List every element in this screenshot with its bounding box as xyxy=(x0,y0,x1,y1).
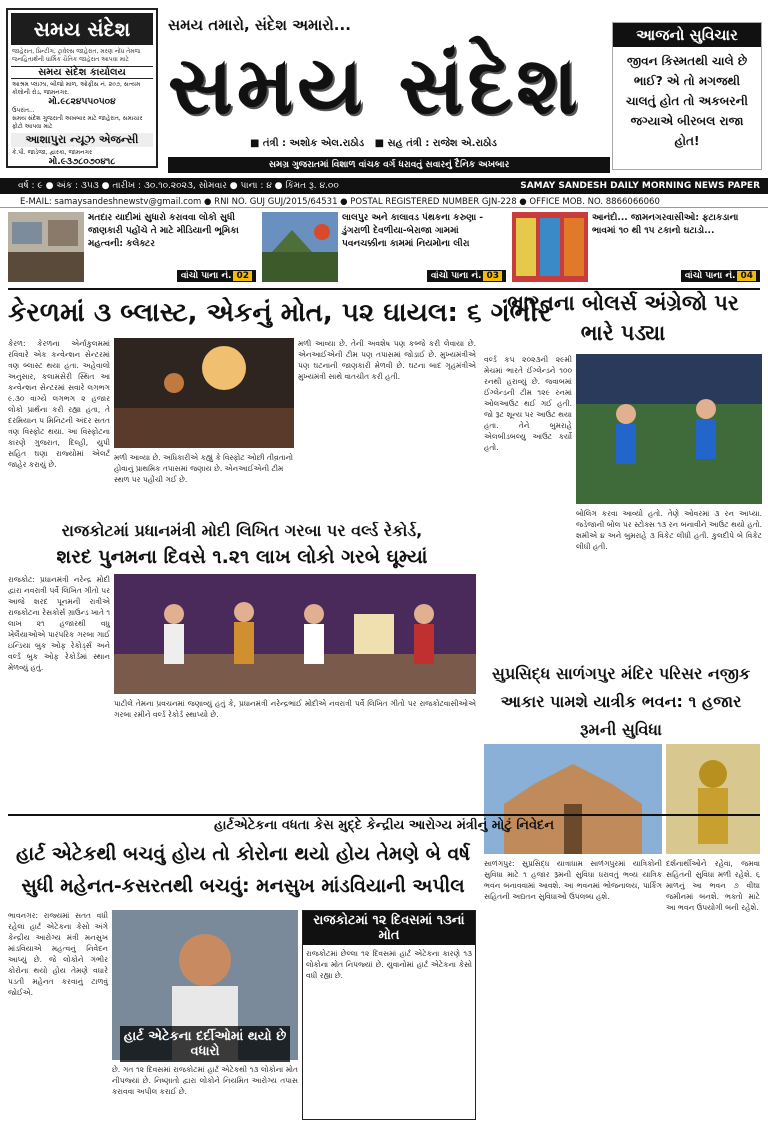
newspaper-title: સમય સંદેશ xyxy=(168,39,582,132)
teaser-1-go-label: વાંચો પાના નં. xyxy=(180,271,232,281)
office-box xyxy=(6,8,158,168)
teaser-1-page: 02 xyxy=(233,271,252,281)
story5-box xyxy=(302,910,476,1120)
teaser-2-photo xyxy=(262,212,338,282)
story1-headline: કેરળમાં ૩ બ્લાસ્ટ, એકનું મોત, ૫૨ ઘાયલ: ૬ ગંભીર xyxy=(8,298,552,328)
teaser-3-photo xyxy=(512,212,588,282)
story1-body2: મળી આવ્યા છે. તેની અવશેષ પણ કબ્જે કરી લેવાયા છે. એનઆઈએની ટીમ પણ તપાસમાં જોડાઈ છે. મુખ્યમંત્રીએ પણ ઘટનાની જાણકારી મેળવી છે. ઘટના બાદ ગૃહમંત્રીએ મુખ્યમંત્રી સાથે વાતચીત કરી હતી. xyxy=(298,339,476,381)
strapline: સમગ્ર ગુજરાતમાં વિશાળ વાંચક વર્ગ ધરાવતું સવારનું દૈનિક અખબાર xyxy=(168,157,610,173)
teaser-1-link[interactable] xyxy=(177,270,256,282)
divider-2 xyxy=(8,814,760,816)
mini-logo: સમય સંદેશ xyxy=(11,13,153,45)
teaser-2-link[interactable] xyxy=(427,270,506,282)
paper-type: SAMAY SANDESH DAILY MORNING NEWS PAPER xyxy=(520,181,760,191)
teaser-3-text: આનંદો... જામનગરવાસીઓ: ફટાકડાના ભાવમાં ૧૦ થી ૧૫ ટકાનો ઘટાડો... xyxy=(592,213,739,236)
teaser-1[interactable] xyxy=(8,212,256,284)
office-mobile: મો.૯૮૨૪૫૫૦૫૦૪ xyxy=(48,97,116,107)
teaser-3[interactable] xyxy=(512,212,760,284)
story4-body: સાળંગપુર: સુપ્રસિદ્ધ યાત્રાધામ સાળંગપુરમાં યાત્રિકોની સુવિધા માટે ૧ હજાર રૂમની સુવિધા ધરાવતું ભવ્ય યાત્રિક ભવન બનાવવામાં આવશે. આ ભવનમાં ભોજનાલય, પાર્કિંગ સહિતની અદ્યતન સુવિધાઓ ઉપલબ્ધ હશે. xyxy=(484,859,662,901)
editors-line xyxy=(250,138,610,149)
story4-photo xyxy=(484,744,662,854)
story3-headline2: શરદ પુનમના દિવસે ૧.૨૧ લાખ લોકો ગરબે ઘૂમ્યાં xyxy=(56,546,428,568)
teaser-2[interactable] xyxy=(262,212,506,284)
story3-body2: પાટીલે તેમના પ્રવચનમાં જણાવ્યું હતું કે, પ્રધાનમંત્રી નરેન્દ્રભાઈ મોદીએ નવરાત્રી પર્વે લિખિત ગીતો પર રાજકોટવાસીઓએ ગરબા રમીને વર્લ્ડ રેકોર્ડ સ્થાપ્યો છે. xyxy=(114,699,476,719)
story3-body: રાજકોટ: પ્રધાનમંત્રી નરેન્દ્ર મોદી દ્વારા નવરાત્રી પર્વે લિખિત ગીતો પર આજે શરદ પૂનમની રાત્રીએ રાજકોટના રેસકોર્સ ગ્રાઉન્ડ ખાતે ૧ લાખ ૨૧ હજારથી વધુ ખેલૈયાઓએ પારંપરિક ગરબા ગાઈ ઇન્ડિયા બુક ઓફ રેકોર્ડ્સ અને વર્લ્ડ બુક ઓફ રેકોર્ડમાં સ્થાન મેળવ્યું હતું. xyxy=(8,575,111,672)
story4-idol-photo xyxy=(666,744,760,854)
story2-photo xyxy=(576,354,762,504)
teaser-3-page: 04 xyxy=(737,271,756,281)
office-address: આશ્રમ પ્લાઝા, બીજો માળ, ઓફીસ નં. ૨૦૭, સત્યમ કોલોની રોડ, જામનગર. xyxy=(12,81,141,96)
story4-headline: સુપ્રસિદ્ધ સાળંગપુર મંદિર પરિસર નજીક આકાર પામશે યાત્રીક ભવન: ૧ હજાર રૂમની સુવિધા xyxy=(491,664,751,739)
agency-name: આશાપુરા ન્યૂઝ એજન્સી xyxy=(11,133,153,147)
story4-body2: દર્શનાર્થીઓને રહેવા, જમવા સહિતની સુવિધા મળી રહેશે. ૬ માળનું આ ભવન ૭ વીઘા જમીનમાં બનશે. ભક્તો માટે આ ભવન ઉપયોગી બની રહેશે. xyxy=(666,859,760,912)
story5-kicker: હાર્ટએટેકના વધતા કેસ મુદ્દે કેન્દ્રીય આરોગ્ય મંત્રીનું મોટું નિવેદન xyxy=(213,818,555,833)
contact-line: E-MAIL: samaysandeshnewstv@gmail.com ● RNI NO. GUJ GUJ/2015/64531 ● POSTAL REGISTERED NUMBER GJN-228 ● OFFICE MOB. NO. 8866066060 xyxy=(0,196,768,208)
agency-address: કે.પી. જાડેજા, દ્વારકા, જામનગર xyxy=(12,149,93,156)
office-title: સમય સંદેશ કાર્યાલય xyxy=(11,66,153,79)
story2-body: વર્લ્ડ કપ ૨૦૨૩ની ૨૯મી મેચમાં ભારતે ઈંગ્લેન્ડને ૧૦૦ રનથી હરાવ્યું છે. જવાબમાં ઈંગ્લેન્ડની ટીમ ૧૨૯ રનમાં ઓલઆઉટ થઈ ગઈ હતી. જો રૂટ શૂન્ય પર આઉટ થયા હતા. તેને બુમરાહે એલબીડબલ્યુ આઉટ કર્યો હતો. xyxy=(484,355,572,452)
logo-desc: જાહેરાત, પ્રિન્ટીંગ, ટ્રાવેલ્સ જાહેરાત, મરણ નોંધ તેમજ જનહિતાર્થની ધાર્મિક ચૈતિક જાહેરાત આપવા માટે xyxy=(12,48,141,63)
story5-box-body: રાજકોટમાં છેલ્લા ૧૨ દિવસમાં હાર્ટ એટેકના કારણે ૧૩ લોકોના મોત નિપજ્યાં છે. યુવાનોમાં હાર્ટ એટેકના કેસો વધી રહ્યા છે. xyxy=(306,949,472,980)
story5-body: ભાવનગર: રાજ્યમાં સતત વધી રહેલા હાર્ટ એટેકના કેસો અંગે કેન્દ્રીય આરોગ્ય મંત્રી મનસુખ માંડવિયાએ મહત્વનું નિવેદન આપ્યું છે. જે લોકોને ગંભીર કોરોના થયો હોય તેમણે વધારે પડતી મહેનત કરવાનું ટાળવું જોઈએ. xyxy=(8,911,108,997)
thought-title: આજનો સુવિચાર xyxy=(613,23,761,47)
co-editor: ■ સહ તંત્રી : રાજેશ એ.રાઠોડ xyxy=(374,138,497,149)
story3-photo xyxy=(114,574,476,694)
teaser-1-photo xyxy=(8,212,84,282)
story2-body2: બોલિંગ કરવા આવ્યો હતો. તેણે ઓવરમાં ૩ રન આપ્યા. જડેજાની બોલ પર સ્ટોક્સ ૧૩ રન બનાવીને આઉટ થયો હતો. શમીએ ૪ અને બુમરાહે ૩ વિકેટ લીધી હતી. કુલદીપે બે વિકેટ લીધી હતી. xyxy=(576,509,762,551)
story5-headline: હાર્ટ એટેકથી બચવું હોય તો કોરોના થયો હોય તેમણે બે વર્ષ સુધી મહેનત-કસરતથી બચવું: મનસુખ માંડવિયાની અપીલ xyxy=(16,843,470,897)
teaser-2-go-label: વાંચો પાના નં. xyxy=(430,271,482,281)
story5-photo-label: હાર્ટ એટેકના દર્દીઓમાં થયો છે વધારો xyxy=(120,1026,290,1062)
teaser-2-text: લાલપુર અને કાલાવડ પંથકના કરુણા - ડુંગરાળી દેવળીયા-બેરાજા ગામમાં પવનચક્કીના કામમાં નિયમોના લીરા xyxy=(342,213,484,249)
tagline: સમય તમારો, સંદેશ અમારો... xyxy=(168,16,351,34)
thought-box xyxy=(612,22,762,170)
issue-info: વર્ષ : ૯ ● અંક : ૩૫૩ ● તારીખ : ૩૦.૧૦.૨૦૨૩, સોમવાર ● પાના : ૪ ● કિંમત રૂ. ૪.૦૦ xyxy=(18,181,339,191)
story1-caption: મળી આવ્યા છે. અધિકારીએ કહ્યું કે વિસ્ફોટ ઓછી તીવ્રતાનો હોવાનું પ્રાથમિક તપાસમાં જણાય છે. એનઆઈએની ટીમ સ્થળ પર પહોંચી ગઈ છે. xyxy=(114,453,293,484)
story1-body: કેરળ: કેરળના એર્નાકુલમમાં રવિવારે એક કન્વેન્શન સેન્ટરમાં ત્રણ બ્લાસ્ટ થયા હતા. અહેવાલો અનુસાર, કલામસેરી સ્થિત આ કન્વેન્શન સેન્ટરમાં સવારે લગભગ ૯.૩૦ વાગ્યે લગભગ ૨ હજાર લોકો પ્રાર્થના કરી રહ્યા હતા, તે દરમિયાન ૫ મિનિટની અંદર સતત ત્રણ વિસ્ફોટ થયા. આ વિસ્ફોટના કારણે ગુજરાત, દિલ્હી, યુપી સહિત ઘણા રાજ્યોમાં એલર્ટ જાહેર કરાયું છે. xyxy=(8,339,110,469)
story5-box-title: રાજકોટમાં ૧૨ દિવસમાં ૧૩નાં મોત xyxy=(303,911,475,945)
teaser-3-go-label: વાંચો પાના નં. xyxy=(684,271,736,281)
masthead xyxy=(0,0,768,178)
agency-label: ઉપરાંત... xyxy=(12,107,35,114)
teaser-3-link[interactable] xyxy=(681,270,760,282)
thought-text: જીવન કિસ્મતથી ચાલે છે ભાઈ? એ તો મગજથી ચાલતું હોત તો અકબરની જગ્યાએ બીરબલ રાજા હોત! xyxy=(626,54,748,148)
agency-phone: મો.૯૩૭૮૦૭૦૪૧૮ xyxy=(48,157,116,167)
agency-note: સમય સંદેશ ગુજરાતી અખબાર માટે જાહેરાત, સમાચાર ફોટો આપવા માટે xyxy=(12,115,143,130)
dateline xyxy=(0,178,768,194)
teaser-2-page: 03 xyxy=(483,271,502,281)
teaser-1-text: મતદાર યાદીમાં સુધારો કરાવવા લોકો સુધી જાણકારી પહોંચે તે માટે મીડિયાની ભૂમિકા મહત્વની: કલેક્ટર xyxy=(88,213,239,249)
story3-headline1: રાજકોટમાં પ્રધાનમંત્રી મોદી લિખિત ગરબા પર વર્લ્ડ રેકોર્ડ, xyxy=(61,521,423,540)
story1-photo xyxy=(114,338,294,448)
editor: ■ તંત્રી : અશોક એલ.રાઠોડ xyxy=(250,138,365,149)
story5-body2: છે. ગત ૧૨ દિવસમાં રાજકોટમાં હાર્ટ એટેકથી ૧૩ લોકોના મોત નીપજ્યાં છે. નિષ્ણાતો દ્વારા લોકોને નિયમિત આરોગ્ય તપાસ કરાવવા અપીલ કરાઈ છે. xyxy=(112,1065,298,1096)
story2-headline: ભારતના બોલર્સ અંગ્રેજો પર ભારે પડ્યા xyxy=(507,291,739,345)
